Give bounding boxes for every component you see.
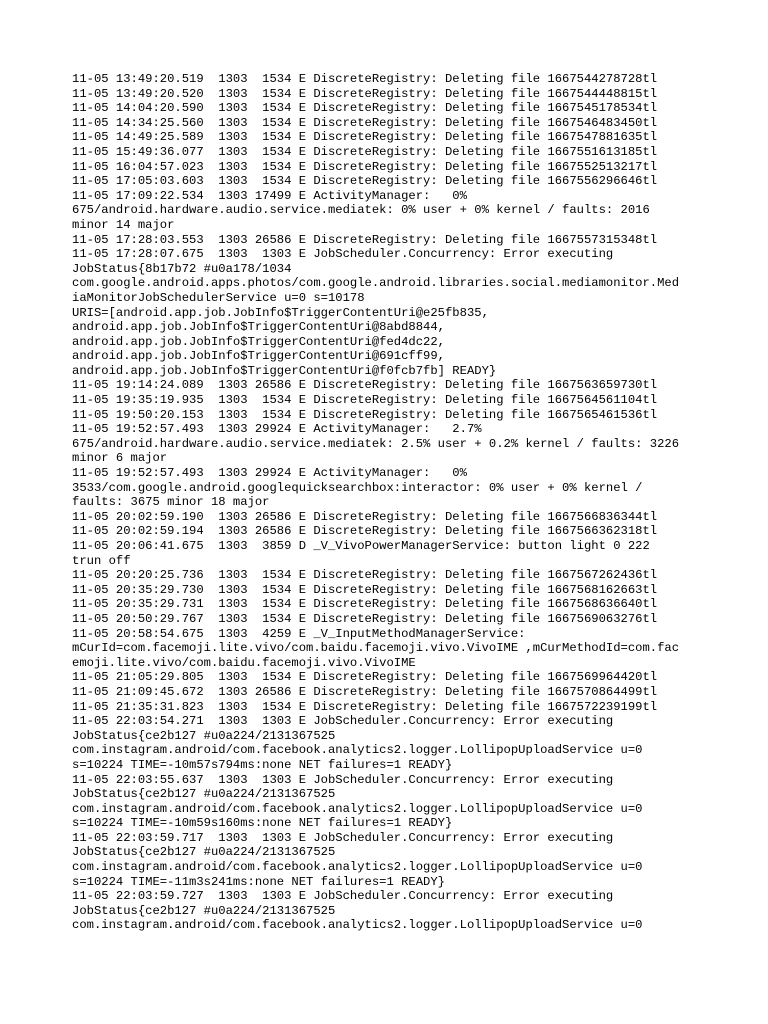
log-line: android.app.job.JobInfo$TriggerContentUri@8abd8844, (72, 320, 445, 335)
log-line: JobStatus{ce2b127 #u0a224/2131367525 (72, 787, 336, 802)
log-line: iaMonitorJobSchedulerService u=0 s=10178 (72, 290, 365, 305)
log-line: minor 14 major (72, 217, 175, 232)
log-line: 11-05 13:49:20.519 1303 1534 E DiscreteRegistry: Deleting file 1667544278728tl (72, 72, 658, 86)
log-line: JobStatus{ce2b127 #u0a224/2131367525 (72, 728, 336, 743)
log-line: 11-05 20:50:29.767 1303 1534 E DiscreteRegistry: Deleting file 1667569063276tl (72, 611, 658, 626)
log-line: faults: 3675 minor 18 major (72, 495, 270, 510)
log-line: android.app.job.JobInfo$TriggerContentUri@fed4dc22, (72, 334, 445, 349)
log-line: 675/android.hardware.audio.service.mediatek: 2.5% user + 0.2% kernel / faults: 3226 (72, 436, 680, 451)
log-line: 11-05 20:58:54.675 1303 4259 E _V_InputMethodManagerService: (72, 626, 526, 641)
log-line: s=10224 TIME=-10m57s794ms:none NET failures=1 READY} (72, 757, 453, 772)
log-line: 11-05 20:06:41.675 1303 3859 D _V_VivoPowerManagerService: button light 0 222 (72, 539, 650, 553)
log-line: s=10224 TIME=-11m3s241ms:none NET failures=1 READY} (72, 874, 445, 889)
log-text-body (72, 72, 752, 933)
log-line: 11-05 17:05:03.603 1303 1534 E DiscreteRegistry: Deleting file 1667556296646tl (72, 174, 658, 189)
log-line: 11-05 22:03:55.637 1303 1303 E JobScheduler.Concurrency: Error executing (72, 772, 614, 787)
log-line: 11-05 13:49:20.520 1303 1534 E DiscreteRegistry: Deleting file 1667544448815tl (72, 86, 658, 101)
log-line: com.google.android.apps.photos/com.google.android.libraries.social.mediamonitor.Med (72, 276, 680, 291)
log-line: 11-05 19:14:24.089 1303 26586 E DiscreteRegistry: Deleting file 1667563659730tl (72, 378, 658, 393)
log-line: 11-05 19:52:57.493 1303 29924 E ActivityManager: 2.7% (72, 422, 482, 437)
log-line: 11-05 21:35:31.823 1303 1534 E DiscreteRegistry: Deleting file 1667572239199tl (72, 699, 658, 714)
log-line: s=10224 TIME=-10m59s160ms:none NET failures=1 READY} (72, 816, 453, 831)
log-line: 11-05 14:49:25.589 1303 1534 E DiscreteRegistry: Deleting file 1667547881635tl (72, 130, 658, 145)
log-line: 11-05 17:09:22.534 1303 17499 E ActivityManager: 0% (72, 188, 467, 203)
log-line: 11-05 19:52:57.493 1303 29924 E ActivityManager: 0% (72, 466, 467, 481)
log-line: com.instagram.android/com.facebook.analytics2.logger.LollipopUploadService u=0 (72, 860, 643, 875)
log-line: android.app.job.JobInfo$TriggerContentUri@691cff99, (72, 349, 445, 364)
log-line: emoji.lite.vivo/com.baidu.facemoji.vivo.VivoIME (72, 655, 416, 670)
log-line: JobStatus{ce2b127 #u0a224/2131367525 (72, 903, 336, 918)
log-line: URIS=[android.app.job.JobInfo$TriggerContentUri@e25fb835, (72, 305, 489, 320)
log-line: 11-05 19:35:19.935 1303 1534 E DiscreteRegistry: Deleting file 1667564561104tl (72, 393, 658, 408)
log-line: 11-05 20:02:59.190 1303 26586 E DiscreteRegistry: Deleting file 1667566836344tl (72, 509, 658, 524)
log-line: JobStatus{8b17b72 #u0a178/1034 (72, 261, 292, 276)
log-line: android.app.job.JobInfo$TriggerContentUri@f0fcb7fb] READY} (72, 363, 497, 378)
log-line: 11-05 14:34:25.560 1303 1534 E DiscreteRegistry: Deleting file 1667546483450tl (72, 115, 658, 130)
log-line: 11-05 22:03:54.271 1303 1303 E JobScheduler.Concurrency: Error executing (72, 714, 614, 729)
log-line: JobStatus{ce2b127 #u0a224/2131367525 (72, 845, 336, 860)
log-line: 11-05 20:02:59.194 1303 26586 E DiscreteRegistry: Deleting file 1667566362318tl (72, 524, 658, 539)
log-line: 3533/com.google.android.googlequicksearchbox:interactor: 0% user + 0% kernel / (72, 480, 643, 495)
log-line: 11-05 15:49:36.077 1303 1534 E DiscreteRegistry: Deleting file 1667551613185tl (72, 144, 658, 159)
log-line: 11-05 20:35:29.730 1303 1534 E DiscreteRegistry: Deleting file 1667568162663tl (72, 582, 658, 597)
log-line: 11-05 20:35:29.731 1303 1534 E DiscreteRegistry: Deleting file 1667568636640tl (72, 597, 658, 612)
log-line: 11-05 20:20:25.736 1303 1534 E DiscreteRegistry: Deleting file 1667567262436tl (72, 568, 658, 583)
log-line: 11-05 16:04:57.023 1303 1534 E DiscreteRegistry: Deleting file 1667552513217tl (72, 159, 658, 174)
log-line: 11-05 22:03:59.727 1303 1303 E JobScheduler.Concurrency: Error executing (72, 889, 614, 904)
log-line: com.instagram.android/com.facebook.analytics2.logger.LollipopUploadService u=0 (72, 918, 643, 933)
log-line: 11-05 17:28:03.553 1303 26586 E DiscreteRegistry: Deleting file 1667557315348tl (72, 232, 658, 247)
log-line: 11-05 22:03:59.717 1303 1303 E JobScheduler.Concurrency: Error executing (72, 830, 614, 845)
log-line: 675/android.hardware.audio.service.mediatek: 0% user + 0% kernel / faults: 2016 (72, 203, 650, 218)
log-line: 11-05 21:09:45.672 1303 26586 E DiscreteRegistry: Deleting file 1667570864499tl (72, 684, 658, 699)
log-line: com.instagram.android/com.facebook.analytics2.logger.LollipopUploadService u=0 (72, 743, 643, 758)
log-line: 11-05 17:28:07.675 1303 1303 E JobScheduler.Concurrency: Error executing (72, 247, 614, 262)
log-line: 11-05 19:50:20.153 1303 1534 E DiscreteRegistry: Deleting file 1667565461536tl (72, 407, 658, 422)
log-line: com.instagram.android/com.facebook.analytics2.logger.LollipopUploadService u=0 (72, 801, 643, 816)
log-line: minor 6 major (72, 451, 168, 466)
log-line: mCurId=com.facemoji.lite.vivo/com.baidu.facemoji.vivo.VivoIME ,mCurMethodId=com.fac (72, 641, 680, 656)
log-line: 11-05 14:04:20.590 1303 1534 E DiscreteRegistry: Deleting file 1667545178534tl (72, 101, 658, 116)
log-line: 11-05 21:05:29.805 1303 1534 E DiscreteRegistry: Deleting file 1667569964420tl (72, 670, 658, 685)
log-line: trun off (72, 553, 131, 568)
